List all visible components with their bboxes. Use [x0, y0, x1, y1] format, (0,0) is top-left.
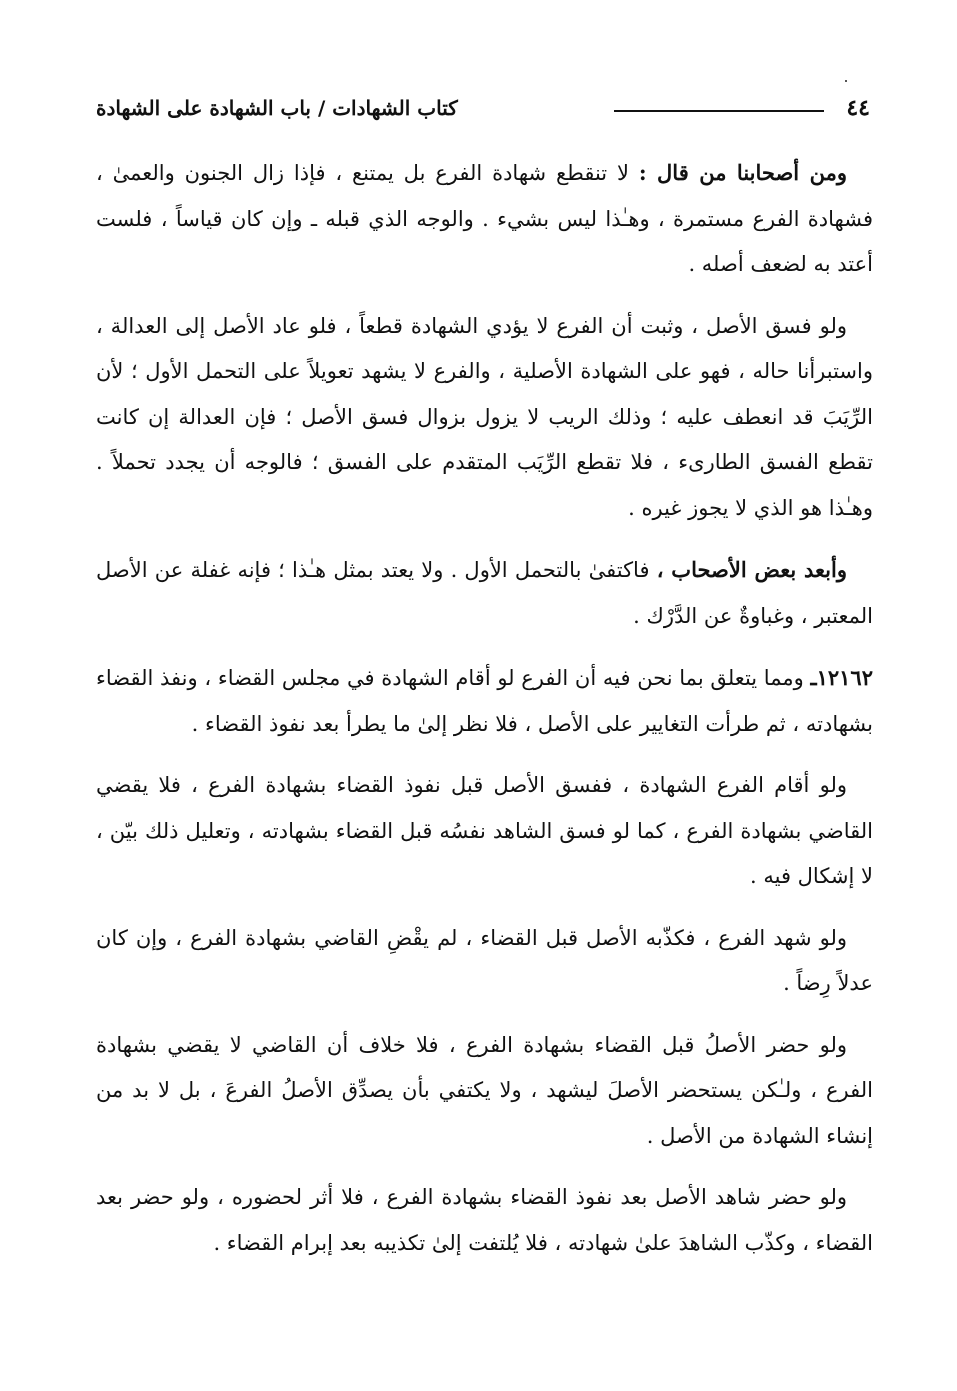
paragraph-lead: وأبعد بعض الأصحاب ،: [656, 557, 848, 582]
page-number: ٤٤: [846, 95, 870, 121]
paragraph: [96, 916, 873, 1007]
margin-dot: [845, 80, 847, 82]
paragraph: [96, 150, 873, 288]
paragraph: [96, 547, 873, 639]
paragraph-text: ولو حضر الأصلُ قبل القضاء بشهادة الفرع ، فلا خلاف أن القاضي لا يقضي بشهادة الفرع ، ولـٰكن يستحضر الأصلَ ليشهد ، ولا يكتفي بأن يصدِّق الأصلُ الفرعَ ، بل لا بد من إنشاء الشهادة من الأصل .: [96, 1032, 873, 1148]
paragraph-text: لا تنقطع شهادة الفرع بل يمتنع ، فإذا زال الجنون والعمىٰ ، فشهادة الفرع مستمرة ، وهـٰذا ليس بشيء . والوجه الذي قبله ـ وإن كان قياساً ، فلست أعتد به لضعف أصله .: [96, 161, 873, 276]
paragraph-text: ومما يتعلق بما نحن فيه أن الفرع لو أقام الشهادة في مجلس القضاء ، ونفذ القضاء بشهادته ، ثم طرأت التغايير على الأصل ، فلا نظر إلىٰ ما يطرأ بعد نفوذ القضاء .: [96, 666, 873, 736]
paragraph: [96, 1175, 873, 1266]
paragraph-text: ولو شهد الفرع ، فكذّبه الأصل قبل القضاء ، لم يقْضِ القاضي بشهادة الفرع ، وإن كان عدلاً رِضاً .: [96, 925, 873, 995]
running-title: كتاب الشهادات / باب الشهادة على الشهادة: [96, 96, 458, 120]
page-body: [96, 150, 873, 1282]
numbered-paragraph: [96, 655, 873, 747]
paragraph-number: ١٢١٦٢ـ: [810, 665, 873, 690]
paragraph-text: ولو حضر شاهد الأصل بعد نفوذ القضاء بشهادة الفرع ، فلا أثر لحضوره ، ولو حضر بعد القضاء ، وكذّب الشاهدَ علىٰ شهادته ، فلا يُلتفت إلىٰ تكذيبه بعد إبرام القضاء .: [96, 1185, 873, 1255]
page-header: [96, 92, 870, 132]
paragraph-text: فاكتفىٰ بالتحمل الأول . ولا يعتد بمثل هـٰذا ؛ فإنه غفلة عن الأصل المعتبر ، وغباوةٌ عن الدَّرْك .: [96, 558, 873, 628]
paragraph-lead: ومن أصحابنا من قال :: [638, 160, 847, 185]
paragraph-text: ولو فسق الأصل ، وثبت أن الفرع لا يؤدي الشهادة قطعاً ، فلو عاد الأصل إلى العدالة ، واستبرأنا حاله ، فهو على الشهادة الأصلية ، والفرع لا يشهد تعويلاً على التحمل الأول ؛ لأن الرِّيَبَ قد انعطف عليه ؛ وذلك الريب لا يزول بزوال فسق الأصل ؛ فإن العدالة إن كانت تقطع الفسق الطارىء ، فلا تقطع الرِّيَب المتقدم على الفسق ؛ فالوجه أن يجدد تحملاً . وهـٰذا هو الذي لا يجوز غيره .: [96, 313, 873, 520]
paragraph: [96, 763, 873, 900]
header-rule: [614, 110, 824, 112]
paragraph-text: ولو أقام الفرع الشهادة ، ففسق الأصل قبل نفوذ القضاء بشهادة الفرع ، فلا يقضي القاضي بشهادة الفرع ، كما لو فسق الشاهد نفسُه قبل القضاء بشهادته ، وتعليل ذلك بيّن ، لا إشكال فيه .: [96, 773, 873, 888]
paragraph: [96, 304, 873, 532]
paragraph: [96, 1023, 873, 1160]
